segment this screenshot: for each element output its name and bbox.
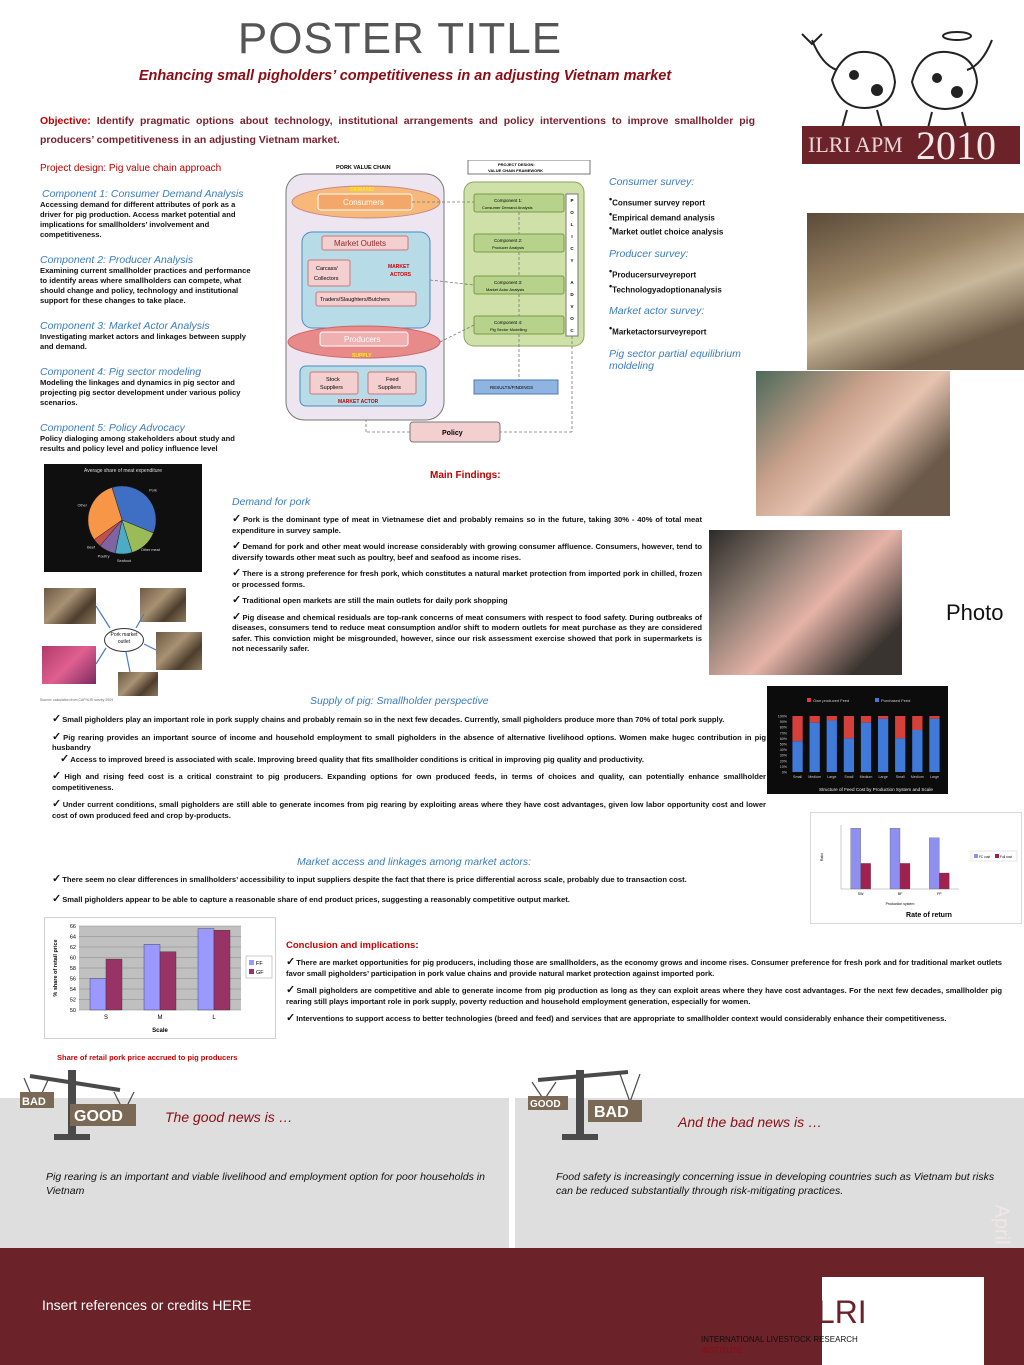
c1-label-2: Consumer Demand Analysis: [482, 205, 533, 210]
meat-expenditure-pie-chart: [44, 464, 202, 572]
pork-market-outlet-node: Pork market outlet: [104, 628, 144, 652]
feed-label: Feed: [386, 377, 399, 383]
project-design: [40, 163, 255, 454]
objective: [40, 112, 755, 150]
y-tick-label: 90%: [779, 720, 787, 725]
photo-placeholder-label: Photo: [946, 600, 1004, 625]
svg-text:GOOD: GOOD: [530, 1099, 561, 1110]
bar-fc-cost: [929, 838, 939, 889]
actor-survey-items: [609, 323, 759, 338]
pie-slice-label: Beef: [87, 545, 95, 550]
y-tick-label: 80%: [779, 725, 787, 730]
c2-label: Component 2:: [494, 238, 523, 243]
finding-item: ✓Pig disease and chemical residuals are top-rank concerns of meat consumers with respect to food safety. During outbreaks of diseases, consumers tend to reduce meat consumption and/or shift to modern outlets for meat purchase as they are considered safer. This conviction might be misgrounded, however, since our risk assessment exercise showed that pork in supermarkets is not necessarily safer.: [232, 610, 703, 653]
legend-label: FF: [256, 961, 263, 967]
component-title: Component 5: Policy Advocacy: [40, 422, 185, 434]
y-tick-label: 52: [69, 997, 76, 1004]
demand-title: Demand for pork: [232, 496, 311, 508]
bar-own-feed: [810, 716, 820, 723]
actor-survey-title: Market actor survey:: [609, 305, 705, 318]
y-axis-label: % share of retail price: [53, 939, 59, 997]
market-item: ✓There seem no clear differences in smallholders’ accessibility to input suppliers despite the fact that there is price differential across scale, probably due to transaction cost.: [52, 873, 687, 885]
pie-slice-label: Other: [77, 503, 87, 508]
market-access-title: Market access and linkages among market actors:: [297, 856, 532, 868]
y-tick-label: 30%: [779, 753, 787, 758]
project-design-label: Project design: [40, 163, 104, 174]
bar-fc-cost: [890, 828, 900, 889]
pie-slice-label: Other meat: [140, 548, 160, 553]
y-tick-label: 70%: [779, 731, 787, 736]
logo-year: 2010: [916, 123, 996, 168]
market-outlet-diagram: [40, 584, 205, 700]
bar-ff: [144, 944, 160, 1010]
ilri-logo-text: ILRI: [808, 1294, 867, 1330]
bar-gf: [106, 959, 122, 1010]
references-text: Insert references or credits HERE: [42, 1297, 252, 1313]
consumer-survey-title: Consumer survey:: [609, 176, 695, 188]
pie-slice-label: Seafood: [116, 558, 132, 563]
y-tick-label: 58: [69, 966, 76, 972]
svg-text:V: V: [570, 304, 574, 309]
stock-label-2: Suppliers: [320, 385, 343, 391]
consumers-label: Consumers: [343, 198, 384, 207]
svg-text:D: D: [570, 292, 574, 297]
bar-purchased-feed: [810, 723, 820, 772]
component-title: Component 4: Pig sector modeling: [40, 366, 202, 378]
producers-label: Producers: [344, 335, 381, 344]
finding-item: ✓There is a strong preference for fresh pork, which constitutes a natural market protection from imported pork in chilled, frozen or processed forms.: [232, 567, 702, 589]
logo-text: ILRI APM: [808, 132, 903, 157]
x-tick-label: Small: [793, 775, 803, 779]
bar-own-feed: [861, 716, 871, 723]
legend-label: FC cost: [979, 855, 990, 859]
survey-list: [609, 176, 759, 372]
results-label: RESULTS/FINDINGS: [490, 385, 534, 390]
pie-slice-label: Poultry: [97, 554, 110, 559]
finding-item: ✓Demand for pork and other meat would increase considerably with growing consumer affluence. Consumers, however, tend to diversify towards other meat such as poultry, beef and seafood as income rises.: [232, 540, 703, 562]
x-tick-label: BF: [897, 892, 903, 896]
pork-value-chain-diagram: [282, 160, 612, 446]
svg-text:P: P: [570, 198, 574, 203]
market-actors-label-2: ACTORS: [390, 272, 412, 278]
market-diagram-source: Source: calculation from CAP/ILRI survey 2009: [40, 698, 114, 702]
y-axis-label: Ratio: [820, 852, 824, 862]
bar-own-feed: [929, 716, 939, 719]
x-tick-label: Medium: [910, 775, 924, 779]
feed-chart-caption: Structure of Feed Cost by Production System and Scale: [819, 787, 933, 792]
component-text: Investigating market actors and linkages between supply and demand.: [40, 332, 246, 351]
framework-title: PROJECT DESIGN:: [498, 162, 535, 167]
legend-swatch: [974, 854, 978, 858]
bar-own-feed: [792, 716, 802, 741]
component-1: [40, 188, 255, 240]
supply-item: ✓Pig rearing provides an important source of income and household employment to small pigholders in the absence of alternative livelihood options. Women make hugec contribution in pig husbandry: [52, 730, 766, 752]
y-tick-label: 64: [69, 934, 76, 941]
c3-label: Component 3:: [494, 280, 523, 285]
stock-label: Stock: [326, 377, 340, 383]
objective-text: Identify pragmatic options about technology, institutional arrangements and policy interventions to improve smallholder pig producers’ competitiveness in an adjusting Vietnam market.: [40, 115, 755, 146]
survey-item: •Market outlet choice analysis: [609, 223, 724, 237]
component-text: Examining current smallholder practices and performance to identify areas where smallholders can compete, what should change and policy, technology and institutional support for these changes to take place.: [40, 266, 251, 305]
component-4: [40, 366, 255, 408]
y-tick-label: 100%: [777, 714, 787, 719]
carcass-box: [308, 260, 350, 286]
component-title: Component 1: Consumer Demand Analysis: [42, 188, 244, 200]
x-tick-label: Small: [844, 775, 854, 779]
legend-label: Purchased Feed: [881, 698, 911, 703]
survey-item: •Consumer survey report: [609, 194, 706, 208]
supply-item: ✓Under current conditions, small pigholders are still able to generate incomes from pig rearing by exploiting areas where they have cost advantages, given low labor opportunity cost and lower cost of own produced feed and crop by-products.: [52, 798, 766, 820]
x-tick-label: Large: [827, 775, 837, 779]
conclusion-item: ✓Interventions to support access to better technologies (breed and feed) and services that are appropriate to smallholder context would considerably enhance their competitiveness.: [286, 1012, 947, 1024]
bar-full-cost: [861, 863, 871, 889]
y-tick-label: 50%: [779, 742, 787, 747]
pigs-yard-photo: [807, 213, 1024, 370]
y-tick-label: 60%: [779, 736, 787, 741]
consumer-survey-items: [609, 194, 759, 238]
svg-text:O: O: [570, 210, 574, 215]
objective-label: Objective:: [40, 115, 91, 127]
good-news-text: Pig rearing is an important and viable livelihood and employment option for poor households in Vietnam: [46, 1171, 485, 1197]
x-tick-label: Large: [929, 775, 940, 779]
bar-fc-cost: [851, 828, 861, 889]
legend-swatch: [249, 969, 254, 974]
market-item: ✓Small pigholders appear to be able to capture a reasonable share of end product prices, suggesting a reasonably competitive output market.: [52, 892, 570, 905]
component-title: Component 3: Market Actor Analysis: [40, 320, 210, 332]
framework-title-2: VALUE CHAIN FRAMEWORK: [488, 168, 544, 173]
component-text: Policy dialoging among stakeholders about study and results and policy level and policy influence level: [40, 434, 235, 453]
market-actors-label: MARKET: [388, 264, 410, 270]
demand-label: DEMAND: [350, 187, 375, 193]
pie-chart-title: Average share of meat expenditure: [83, 468, 162, 474]
svg-text:C: C: [570, 246, 574, 251]
bar-purchased-feed: [861, 723, 871, 772]
bar-own-feed: [827, 716, 837, 720]
x-tick-label: Medium: [859, 775, 873, 779]
svg-text:O: O: [570, 316, 574, 321]
legend-label: Full cost: [1000, 855, 1012, 859]
bar-purchased-feed: [792, 741, 802, 772]
legend-swatch: [875, 698, 879, 702]
bar-gf: [214, 930, 230, 1010]
policy-label: Policy: [442, 430, 463, 437]
y-tick-label: 20%: [779, 759, 787, 764]
bar-full-cost: [900, 863, 910, 889]
supply-title: Supply of pig: Smallholder perspective: [310, 695, 489, 707]
x-tick-label: L: [212, 1015, 216, 1021]
bar-purchased-feed: [912, 730, 922, 772]
y-tick-label: 40%: [779, 748, 787, 753]
feed-cost-chart: [767, 686, 948, 794]
x-tick-label: Large: [878, 775, 888, 779]
supply-section: [52, 714, 766, 821]
supply-item: ✓Small pigholders play an important role in pork supply chains and probably remain so in the next few decades. Currently, small pigholders produce more than 70% of total pork supply.: [52, 713, 725, 725]
poster-subtitle: Enhancing small pigholders’ competitiveness in an adjusting Vietnam market: [138, 68, 672, 84]
poster-title: POSTER TITLE: [237, 14, 563, 63]
conclusion-title: Conclusion and implications:: [286, 940, 419, 951]
bar-purchased-feed: [827, 720, 837, 772]
market-actor-label: MARKET ACTOR: [338, 399, 379, 405]
bar-purchased-feed: [878, 719, 888, 772]
x-tick-label: M: [157, 1015, 163, 1021]
policy-advocacy-bar: [566, 194, 578, 336]
component-text: Accessing demand for different attributes of pork as a driver for pig production. Access market potential and implications for smallholders’ involvement and competitiveness.: [40, 200, 236, 239]
legend-swatch: [807, 698, 811, 702]
component-2: [40, 254, 255, 306]
bar-ff: [90, 979, 106, 1011]
component-3: [40, 320, 255, 352]
c1-label: Component 1:: [494, 198, 523, 203]
pie-slice-label: Pork: [149, 488, 157, 493]
traders-label: Traders/Slaughters/Butchers: [320, 297, 390, 303]
y-tick-label: 10%: [779, 764, 787, 769]
y-tick-label: 50: [69, 1008, 76, 1014]
project-design-value: : Pig value chain approach: [103, 163, 222, 174]
conclusion-section: [286, 940, 1002, 1025]
svg-text:GOOD: GOOD: [74, 1108, 123, 1125]
supply-item: ✓High and rising feed cost is a critical constraint to pig producers. Expanding options for own produced feeds, in terms of choices and quality, can potentially enhance smallholder competitiveness.: [52, 770, 767, 792]
market-vendors-photo: [756, 371, 950, 516]
rate-of-return-chart: [810, 812, 1022, 924]
caged-pigs-photo: [709, 530, 902, 675]
finding-item: ✓Pork is the dominant type of meat in Vietnamese diet and probably remains so in the future, taking 30% - 40% of total meat expenditure in survey sample.: [232, 513, 702, 535]
feed-label-2: Suppliers: [378, 385, 401, 391]
institute-name: INTERNATIONAL LIVESTOCK RESEARCH: [701, 1335, 858, 1344]
institute-name-2: INSTITUTE: [701, 1346, 743, 1355]
cow-logo-icon: [792, 20, 1020, 130]
y-tick-label: 54: [69, 987, 76, 993]
good-news-title: The good news is …: [165, 1109, 293, 1125]
bar-purchased-feed: [844, 738, 854, 772]
value-chain-title: PORK VALUE CHAIN: [336, 165, 391, 171]
svg-text:I: I: [571, 234, 573, 239]
component-title: Component 2: Producer Analysis: [40, 254, 194, 266]
bad-good-scale-icon: [16, 1062, 146, 1144]
market-access-section: [52, 874, 766, 905]
retail-chart-caption: Share of retail pork price accrued to pig producers: [57, 1053, 238, 1062]
svg-text:C: C: [570, 328, 574, 333]
supply-label: SUPPLY: [352, 353, 372, 359]
survey-item: •Technologyadoptionanalysis: [609, 280, 722, 295]
survey-item: •Marketactorsurveyreport: [609, 323, 707, 337]
bar-purchased-feed: [929, 719, 939, 772]
y-tick-label: 60: [69, 955, 76, 962]
good-bad-scale-icon: [524, 1062, 654, 1144]
bar-own-feed: [878, 716, 888, 719]
bad-news-title: And the bad news is …: [678, 1114, 822, 1130]
producer-survey-items: [609, 266, 759, 295]
x-tick-label: Small: [895, 775, 905, 779]
bar-own-feed: [844, 716, 854, 738]
rate-of-return-plot: [811, 813, 1021, 923]
x-tick-label: S: [103, 1015, 109, 1021]
bar-own-feed: [895, 716, 905, 738]
rate-of-return-caption: Rate of return: [906, 912, 952, 919]
demand-section: [232, 496, 702, 655]
bar-full-cost: [939, 873, 949, 889]
x-axis-label: Scale: [152, 1028, 168, 1034]
finding-item: ✓Traditional open markets are still the main outlets for daily pork shopping: [232, 594, 508, 606]
svg-text:Y: Y: [570, 258, 574, 263]
ilri-apm-logo: [802, 123, 1020, 168]
legend-label: Own produced Feed: [813, 698, 850, 703]
equilibrium-title: Pig sector partial equilibrium moldeling: [609, 347, 741, 372]
feed-cost-plot: [767, 686, 948, 794]
svg-text:BAD: BAD: [594, 1104, 629, 1121]
bar-ff: [198, 929, 214, 1010]
x-axis-label: Production system: [885, 902, 915, 906]
y-tick-label: 0%: [781, 770, 787, 775]
carcass-label-2: Collectors: [314, 276, 339, 282]
pie-plot: [44, 474, 202, 572]
svg-text:L: L: [570, 222, 574, 227]
svg-text:A: A: [570, 280, 574, 285]
y-tick-label: 62: [69, 945, 76, 951]
component-5: [40, 422, 255, 454]
component-text: Modeling the linkages and dynamics in pig sector and projecting pig sector development under various policy scenarios.: [40, 378, 241, 407]
x-tick-label: Medium: [808, 775, 822, 779]
survey-item: •Empirical demand analysis: [609, 208, 715, 223]
x-tick-label: FP: [937, 892, 942, 896]
c2-label-2: Producer Analysis: [492, 245, 525, 250]
survey-item: •Producersurveyreport: [609, 265, 697, 280]
legend-label: GF: [256, 970, 264, 976]
market-outlets-label: Market Outlets: [334, 239, 387, 248]
y-tick-label: 66: [69, 924, 76, 930]
y-tick-label: 56: [69, 976, 76, 983]
x-tick-label: SW: [857, 892, 864, 896]
legend-swatch: [995, 854, 999, 858]
main-findings-title: Main Findings:: [430, 470, 501, 481]
retail-price-share-plot: [45, 918, 275, 1038]
c4-label-2: Pig Sector Modelling: [490, 327, 527, 332]
legend-swatch: [249, 960, 254, 965]
bar-gf: [160, 952, 176, 1010]
c3-label-2: Market Actor Analysis: [486, 287, 525, 292]
c4-label: Component 4:: [494, 320, 523, 325]
bad-news-text: Food safety is increasingly concerning issue in developing countries such as Vietnam but risks can be reduced substantially through risk-mitigating practices.: [556, 1171, 995, 1197]
conclusion-item: ✓Small pigholders are competitive and able to generate income from pig production as long as they can exploit areas where they have cost advantages. For the next few decades, smallholder pig rearing still plays important role in pork supply, poverty reduction and household employment generation, especially for women.: [286, 984, 1002, 1006]
bar-own-feed: [912, 716, 922, 730]
conclusion-item: ✓There are market opportunities for pig producers, including those are smallholders, as the economy grows and income rises. Consumer preference for fresh pork and for traditional market outlets favor small pigholders’ participation in pork value chains and provide natural market protection against imported pork.: [286, 956, 1003, 978]
market-arrows: [40, 584, 205, 700]
carcass-label: Carcass/: [316, 266, 338, 272]
bar-purchased-feed: [895, 738, 905, 772]
supply-item: ✓Access to improved breed is associated with scale. Improving breed quality that fits smallholder conditions is critical in improving pig quality and productivity.: [60, 752, 644, 765]
svg-text:BAD: BAD: [22, 1096, 46, 1108]
producer-survey-title: Producer survey:: [609, 247, 689, 260]
retail-price-share-chart: [44, 917, 276, 1039]
